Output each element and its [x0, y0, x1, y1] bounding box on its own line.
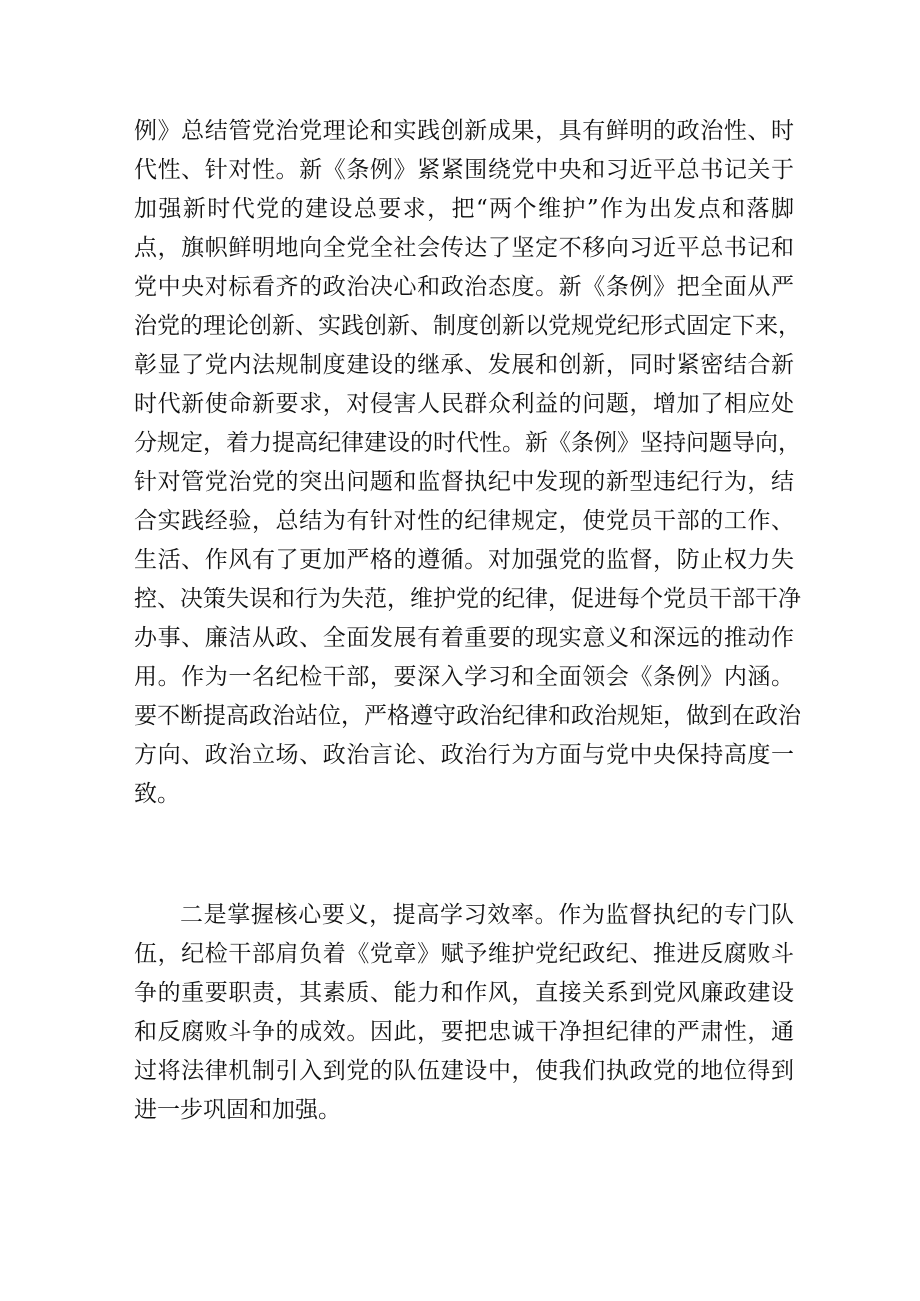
text-line: 彰显了党内法规制度建设的继承、发展和创新，同时紧密结合新: [134, 352, 794, 378]
text-line: 代性、针对性。新《条例》紧紧围绕党中央和习近平总书记关于: [134, 157, 794, 183]
text-line: 二是掌握核心要义，提高学习效率。作为监督执纪的专门队: [180, 902, 794, 928]
text-line: 用。作为一名纪检干部，要深入学习和全面领会《条例》内涵。: [134, 664, 794, 690]
paragraph-1: [134, 112, 801, 814]
text-line: 生活、作风有了更加严格的遵循。对加强党的监督，防止权力失: [134, 547, 794, 573]
text-line: 时代新使命新要求，对侵害人民群众利益的问题，增加了相应处: [134, 391, 794, 417]
text-line: 加强新时代党的建设总要求，把“两个维护”作为出发点和落脚: [134, 196, 794, 222]
text-line: 针对管党治党的突出问题和监督执纪中发现的新型违纪行为，结: [134, 469, 794, 495]
text-line: 进一步巩固和加强。: [134, 1097, 341, 1123]
text-line: 致。: [134, 781, 180, 807]
paragraph-2: [134, 896, 794, 1130]
text-line: 治党的理论创新、实践创新、制度创新以党规党纪形式固定下来，: [134, 313, 801, 339]
text-line: 分规定，着力提高纪律建设的时代性。新《条例》坚持问题导向，: [134, 430, 801, 456]
text-line: 过将法律机制引入到党的队伍建设中，使我们执政党的地位得到: [134, 1058, 794, 1084]
text-line: 方向、政治立场、政治言论、政治行为方面与党中央保持高度一: [134, 742, 794, 768]
text-line: 党中央对标看齐的政治决心和政治态度。新《条例》把全面从严: [134, 274, 794, 300]
text-line: 要不断提高政治站位，严格遵守政治纪律和政治规矩，做到在政治: [134, 703, 801, 729]
text-line: 争的重要职责，其素质、能力和作风，直接关系到党风廉政建设: [134, 980, 794, 1006]
text-line: 办事、廉洁从政、全面发展有着重要的现实意义和深远的推动作: [134, 625, 794, 651]
text-line: 例》总结管党治党理论和实践创新成果，具有鲜明的政治性、时: [134, 118, 794, 144]
text-line: 控、决策失误和行为失范，维护党的纪律，促进每个党员干部干净: [134, 586, 801, 612]
text-line: 和反腐败斗争的成效。因此，要把忠诚干净担纪律的严肃性，通: [134, 1019, 794, 1045]
text-line: 合实践经验，总结为有针对性的纪律规定，使党员干部的工作、: [134, 508, 794, 534]
text-line: 点，旗帜鲜明地向全党全社会传达了坚定不移向习近平总书记和: [134, 235, 794, 261]
text-line: 伍，纪检干部肩负着《党章》赋予维护党纪政纪、推进反腐败斗: [134, 941, 794, 967]
